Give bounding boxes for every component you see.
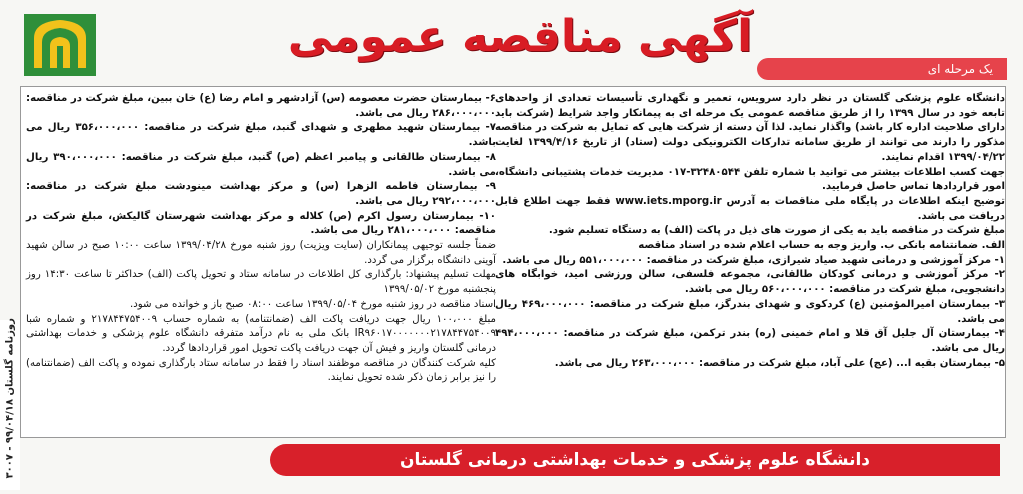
right-column xyxy=(495,92,1005,371)
paragraph: ۵- بیمارستان بقیه ا... (عج) علی آباد، مبلغ شرکت در مناقصه: ۲۶۳،۰۰۰،۰۰۰ ریال می باشد. xyxy=(554,357,1005,369)
paragraph: ۱- مرکز آموزشی و درمانی شهید صیاد شیرازی، مبلغ شرکت در مناقصه: ۵۵۱،۰۰۰،۰۰۰ ریال می باشد. xyxy=(502,254,1005,266)
university-logo-icon xyxy=(18,8,102,80)
paragraph: ۹- بیمارستان فاطمه الزهرا (س) و مرکز بهداشت مینودشت مبلغ شرکت در مناقصه: ۲۹۲،۰۰۰،۰۰۰ ریال می باشد. xyxy=(26,181,496,207)
paragraph: ۲- مرکز آموزشی و درمانی کودکان طالقانی، مجموعه فلسفی، سالن ورزشی امید، خوابگاه های دانشجویی، مبلغ شرکت در مناقصه: ۵۶۰،۰۰۰،۰۰۰ ریال می باشد. xyxy=(495,269,1005,296)
stage-badge: یک مرحله ای xyxy=(757,58,1007,80)
paragraph: ضمناً جلسه توجیهی پیمانکاران (سایت ویزیت) روز شنبه مورخ ۱۳۹۹/۰۴/۲۸ ساعت ۱۰:۰۰ صبح در سالن شهید آوینی دانشگاه برگزار می گردد. xyxy=(26,240,496,266)
paragraph: ۱۰- بیمارستان رسول اکرم (ص) کلاله و مرکز بهداشت شهرستان گالیکش، مبلغ شرکت در مناقصه: ۲۸۱،۰۰۰،۰۰۰ ریال می باشد. xyxy=(26,210,496,237)
page-title: آگهی مناقصه عمومی xyxy=(287,11,753,62)
side-strip xyxy=(0,320,20,490)
left-column xyxy=(26,92,496,386)
paragraph: الف. ضمانتنامه بانکی ب. واریز وجه به حساب اعلام شده در اسناد مناقصه xyxy=(638,240,1005,252)
paragraph: ۶- بیمارستان حضرت معصومه (س) آزادشهر و امام رضا (ع) خان ببین، مبلغ شرکت در مناقصه: ۲۸۶،۰۰۰،۰۰۰ ریال می باشد. xyxy=(26,93,496,119)
paragraph: ۴- بیمارستان آل جلیل آق قلا و امام خمینی (ره) بندر ترکمن، مبلغ شرکت در مناقصه: ۴۹۴،۰۰۰،۰۰۰ ریال می باشد. xyxy=(495,328,1005,354)
paragraph: اسناد مناقصه در روز شنبه مورخ ۱۳۹۹/۰۵/۰۴ ساعت ۰۸:۰۰ صبح باز و خوانده می شود. xyxy=(129,298,496,310)
paragraph: جهت کسب اطلاعات بیشتر می توانید با شماره تلفن ۳۲۴۸۰۵۴۴-۰۱۷ مدیریت خدمات پشتیبانی دانشگاه، امور قراردادها تماس حاصل فرمایید. xyxy=(495,166,1005,193)
newspaper-label: روزنامه گلستان ۹۹/۰۴/۱۸ - ۳۰۰۷ xyxy=(4,318,16,479)
paragraph: مبلغ ۱۰۰،۰۰۰ ریال جهت دریافت پاکت الف (ضمانتنامه) به شماره حساب ۲۱۷۸۴۴۷۵۴۰۰۹ و شماره شبا IR۹۶۰۱۷۰۰۰۰۰۰۰۲۱۷۸۴۴۷۵۴۰۰۹ بانک ملی به نام درآمد متفرقه دانشگاه علوم پزشکی و خدمات بهداشتی درمانی گلستان واریز و فیش آن جهت دریافت پاکت تحویل امور قراردادها گردد. xyxy=(26,313,497,354)
paragraph: ۷- بیمارستان شهید مطهری و شهدای گنبد، مبلغ شرکت در مناقصه: ۳۵۶،۰۰۰،۰۰۰ ریال می باشد. xyxy=(26,122,496,149)
paragraph: دانشگاه علوم پزشکی گلستان در نظر دارد سرویس، تعمیر و نگهداری تأسیسات تعدادی از واحدهای تابعه خود در سال ۱۳۹۹ را از طریق مناقصه عمومی یک مرحله ای به پیمانکار واجد شرایط (شرکت باید دارای صلاحیت اداره کار باشد) واگذار نماید. لذا آن دسته از شرکت هایی که تمایل به شرکت در مناقصه مذکور را دارند می توانند از طریق سامانه تدارکات الکترونیکی دولت (ستاد) از تاریخ ۱۳۹۹/۴/۱۶ لغایت ۱۳۹۹/۰۴/۲۲ اقدام نمایند. xyxy=(495,93,1006,163)
paragraph: مبلغ شرکت در مناقصه باید به یکی از صورت های ذیل در پاکت (الف) به دستگاه تسلیم شود. xyxy=(548,225,1005,237)
paragraph: توضیح اینکه اطلاعات در پایگاه ملی مناقصات به آدرس www.iets.mporg.ir فقط جهت اطلاع قابل دریافت می باشد. xyxy=(495,195,1006,222)
footer-banner: دانشگاه علوم پزشکی و خدمات بهداشتی درمانی گلستان xyxy=(270,444,1000,476)
paragraph: مهلت تسلیم پیشنهاد: بارگذاری کل اطلاعات در سامانه ستاد و تحویل پاکت (الف) حداکثر تا ساعت ۱۴:۳۰ روز پنجشنبه مورخ ۱۳۹۹/۰۵/۰۲ xyxy=(26,269,496,296)
paragraph: کلیه شرکت کنندگان در مناقصه موظفند اسناد را فقط در سامانه ستاد بارگذاری نموده و پاکت الف (ضمانتنامه) را نیز برابر زمان ذکر شده تحویل نمایند. xyxy=(26,357,496,384)
paragraph: ۳- بیمارستان امیرالمؤمنین (ع) کردکوی و شهدای بندرگز، مبلغ شرکت در مناقصه: ۴۶۹،۰۰۰،۰۰۰ ریال می باشد. xyxy=(495,298,1006,325)
paragraph: ۸- بیمارستان طالقانی و پیامبر اعظم (ص) گنبد، مبلغ شرکت در مناقصه: ۳۹۰،۰۰۰،۰۰۰ ریال می باشد. xyxy=(26,151,497,178)
